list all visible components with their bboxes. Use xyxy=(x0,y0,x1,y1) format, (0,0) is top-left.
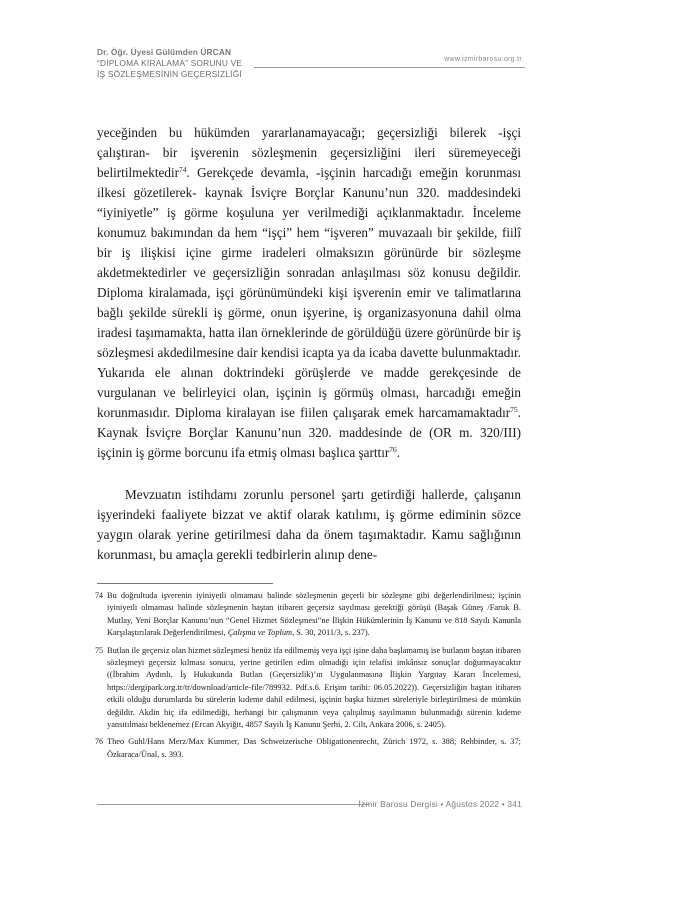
body-text xyxy=(97,123,521,565)
footnotes xyxy=(97,590,521,766)
footnote-number: 74 xyxy=(95,591,103,600)
footnote-number: 75 xyxy=(95,645,103,655)
paragraph-1: yeceğinden bu hükümden yararlanamayacağı; geçersizliği bilerek -işçi çalıştıran- bir işverenin sözleşmenin geçersizliğini ileri süremeyeceği belirtilmektedir$^{74}$. Gerekçede devamla, -işçinin harcadığı emeğin korunması ilkesi gözetilerek- kaynak İsviçre Borçlar Kanunu’nun 320. maddesindeki “iyiniyetle” iş görme koşuluna yer verilmediği açıklanmaktadır. İnceleme konumuz bakımından da hem “işçi” hem “işveren” muvazaalı bir şekilde, fiilî bir iş ilişkisi içine girme iradeleri olmaksızın görünürde bir sözleşme akdetmektedirler ve geçersizliğin sonradan anlaşılması söz konusu değildir. Diploma kiralamada, işçi görünümündeki kişi işverenin emir ve talimatlarına bağlı şekilde sürekli iş görme, onun işyerine, iş organizasyonuna dahil olma iradesi taşımamakta, hatta ilan örneklerinde de görüldüğü üzere görünürde bir iş sözleşmesi akdedilmesine dair kendisi icapta ya da icaba davette bulunmaktadır. Yukarıda ele alınan doktrindeki görüşlerde ve madde gerekçesinde de vurgulanan ve belirleyici olan, işçinin iş görmüş olması, harcadığı emeğin korunmasıdır. Diploma kiralayan ise fiilen çalışarak emek harcamamaktadır$^{75}$. Kaynak İsviçre Borçlar Kanunu’nun 320. maddesinde de (OR m. 320/III) işçinin iş görme borcunu ifa etmiş olması başlıca şarttır$^{76}$. xyxy=(97,125,521,460)
footer-divider xyxy=(97,804,369,805)
footnote-74: 74 Bu doğrultuda işverenin iyiniyetli olmaması halinde sözleşmenin geçerli bir sözleşme gibi değerlendirilmesi; işçinin iyiniyetli olmaması halinde sözleşmenin baştan itibaren geçersiz sayılması gerektiği görüşü (Başak Güneş /Faruk B. Mutlay, Yeni Borçlar Kanunu’nun “Genel Hizmet Sözleşmesi”ne İlişkin Hükümlerinin İş Kanunu ve 818 Sayılı Kanunla Karşılaştırılarak Değerlendirilmesi, Çalışma ve Toplum, S. 30, 2011/3, s. 237). xyxy=(95,591,521,638)
page-footer: İzmir Barosu Dergisi • Ağustos 2022 • 341 xyxy=(358,799,522,809)
footnote-ref-75[interactable]: 75 xyxy=(510,405,518,414)
header-website: www.izmirbarosu.org.tr xyxy=(444,56,522,63)
running-header xyxy=(97,47,397,80)
header-divider xyxy=(254,67,525,68)
journal-title: Çalışma ve Toplum xyxy=(227,628,293,638)
header-title-line-1: “DİPLOMA KİRALAMA” SORUNU VE xyxy=(97,58,243,68)
footnote-ref-76[interactable]: 76 xyxy=(389,445,397,454)
footnote-divider xyxy=(97,583,273,584)
footnote-76: 76 Theo Guhl/Hans Merz/Max Kummer, Das Schweizerische Obligationenrecht, Zürich 1972, s. 388; Rehbinder, s. 37; Özkaraca/Ünal, s. 393. xyxy=(95,737,521,759)
footnote-75: 75 Butlan ile geçersiz olan hizmet sözleşmesi henüz ifa edilmemiş veya işçi işine daha başlamamış ise butlanın baştan itibaren sözleşmeyi geçersiz kılması sonucu, yerine getirilen edim olmadığı için telafisi imkânsız sonuçlar doğurmayacaktır ((İbrahim Aydınlı, İş Hukukunda Butlan (Geçersizlik)’ın Uygulanmasına İlişkin Yargıtay Kararı İncelemesi, https://dergipark.org.tr/tr/download/article-file/789932. Pdf.s.6. Erişim tarihi: 06.05.2022)). Geçersizliğin baştan itibaren etkili olduğu durumlarda bu sürelerin kıdeme dahil edilmesi, işçinin başka hizmet süreleriyle birleştirilmesi de mümkün değildir. Akdin hiç ifa edilmediği, herhangi bir çalışmanın veya çalışılmış sayılmanın bulunmadığı sürenin kıdeme yansıtılması beklenemez (Ercan Akyiğit, 4857 Sayılı İş Kanunu Şerhi, 2. Cilt, Ankara 2006, s. 2405). xyxy=(95,645,521,730)
footnote-number: 76 xyxy=(95,737,103,747)
header-author: Dr. Öğr. Üyesi Gülümden ÜRCAN xyxy=(97,47,232,57)
footnote-ref-74[interactable]: 74 xyxy=(179,165,187,174)
header-title-line-2: İŞ SÖZLEŞMESİNİN GEÇERSİZLİĞİ xyxy=(97,69,242,79)
paragraph-2: Mevzuatın istihdamı zorunlu personel şartı getirdiği hallerde, çalışanın işyerindeki faaliyete bizzat ve aktif olarak katılımı, iş görme ediminin sözce yaygın olarak yerine getirilmesi daha da önem taşımaktadır. Kamu sağlığının korunması, bu amaçla gerekli tedbirlerin alınıp dene- xyxy=(97,487,521,562)
